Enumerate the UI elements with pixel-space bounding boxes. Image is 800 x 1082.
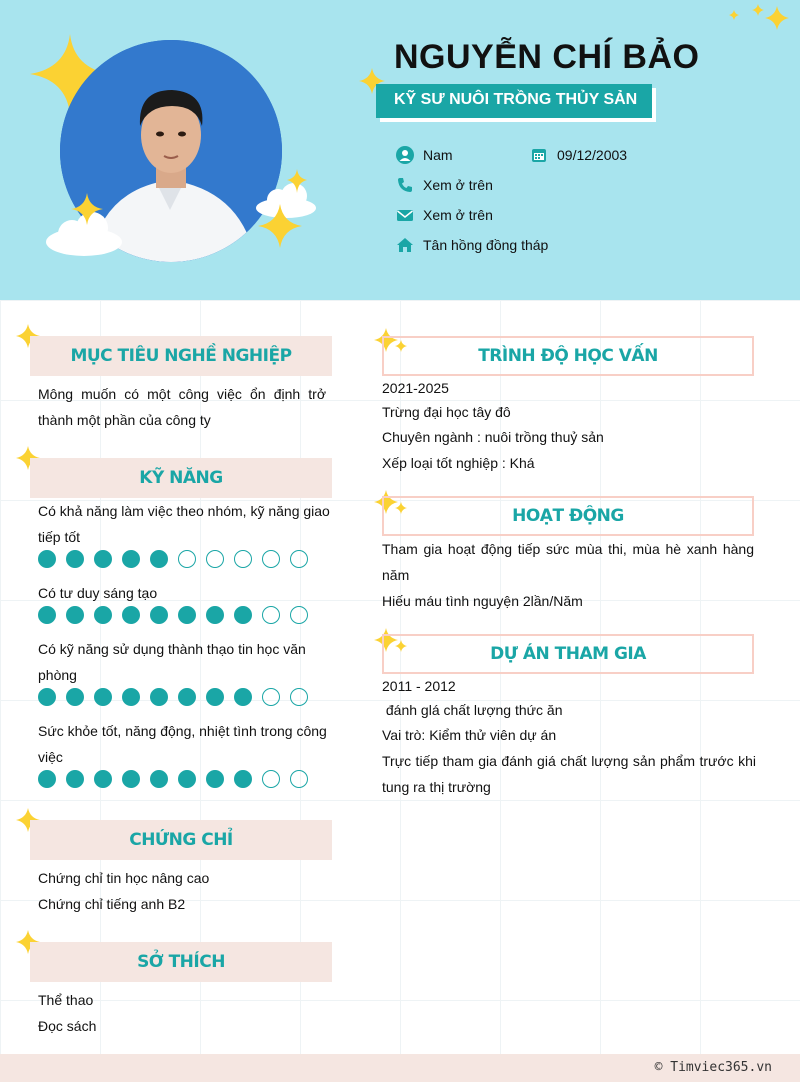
birthdate-row <box>530 146 627 164</box>
hobby-item: Thể thao <box>38 992 94 1008</box>
education-period: 2021-2025 <box>382 380 449 396</box>
project-period: 2011 - 2012 <box>382 678 456 694</box>
rating-dot-filled <box>206 770 224 788</box>
email-row <box>396 206 493 224</box>
hobby-item: Đọc sách <box>38 1018 97 1034</box>
rating-dot-filled <box>150 770 168 788</box>
certificate-item: Chứng chỉ tiếng anh B2 <box>38 896 186 912</box>
rating-dot-filled <box>94 550 112 568</box>
rating-dot-filled <box>38 550 56 568</box>
skill-rating <box>38 606 308 624</box>
activity-item: Hiếu máu tình nguyện 2lần/Năm <box>382 593 583 609</box>
rating-dot-filled <box>122 688 140 706</box>
rating-dot-filled <box>66 770 84 788</box>
email-value: Xem ở trên <box>423 207 493 223</box>
rating-dot-filled <box>206 606 224 624</box>
footer <box>0 1054 800 1082</box>
rating-dot-filled <box>66 550 84 568</box>
home-icon <box>396 236 414 254</box>
phone-value: Xem ở trên <box>423 177 493 193</box>
activity-item: Tham gia hoạt động tiếp sức mùa thi, mùa hè xanh hàng năm <box>382 541 754 583</box>
candidate-name: NGUYỄN CHÍ BẢO <box>394 38 700 76</box>
sparkle-icon <box>722 2 792 34</box>
rating-dot-filled <box>206 688 224 706</box>
project-role: Vai trò: Kiểm thử viên dự án <box>382 727 557 743</box>
rating-dot-filled <box>150 550 168 568</box>
mail-icon <box>396 206 414 224</box>
education-school: Trừng đại học tây đô <box>382 404 511 420</box>
skill-label: Có kỹ năng sử dụng thành thạo tin học văn phòng <box>38 641 306 683</box>
skill-rating <box>38 550 308 568</box>
education-major: Chuyên ngành : nuôi trồng thuỷ sản <box>382 429 604 445</box>
rating-dot-filled <box>178 770 196 788</box>
rating-dot-filled <box>234 770 252 788</box>
rating-dot-filled <box>178 606 196 624</box>
skills-heading: KỸ NĂNG <box>30 458 332 498</box>
rating-dot-filled <box>66 688 84 706</box>
rating-dot-filled <box>66 606 84 624</box>
rating-dot-empty <box>234 550 252 568</box>
rating-dot-filled <box>38 688 56 706</box>
rating-dot-filled <box>122 550 140 568</box>
certificates-heading: CHỨNG CHỈ <box>30 820 332 860</box>
rating-dot-filled <box>150 688 168 706</box>
rating-dot-filled <box>122 606 140 624</box>
rating-dot-filled <box>38 770 56 788</box>
rating-dot-empty <box>262 770 280 788</box>
sparkle-icon <box>256 202 304 250</box>
education-heading: TRÌNH ĐỘ HỌC VẤN <box>382 336 754 376</box>
scalloped-edge <box>0 278 800 308</box>
sparkle-icon <box>286 168 308 194</box>
rating-dot-filled <box>94 770 112 788</box>
calendar-icon <box>530 146 548 164</box>
rating-dot-empty <box>290 770 308 788</box>
rating-dot-empty <box>206 550 224 568</box>
rating-dot-empty <box>290 550 308 568</box>
rating-dot-filled <box>178 688 196 706</box>
address-row <box>396 236 548 254</box>
birthdate-value: 09/12/2003 <box>557 147 628 163</box>
skill-label: Có khả năng làm việc theo nhóm, kỹ năng giao tiếp tốt <box>38 503 330 545</box>
job-title: KỸ SƯ NUÔI TRỒNG THỦY SẢN <box>394 91 638 108</box>
certificate-item: Chứng chỉ tin học nâng cao <box>38 870 210 886</box>
rating-dot-empty <box>262 606 280 624</box>
rating-dot-empty <box>262 550 280 568</box>
rating-dot-empty <box>262 688 280 706</box>
activities-heading: HOẠT ĐỘNG <box>382 496 754 536</box>
sparkle-icon <box>70 192 104 226</box>
rating-dot-filled <box>94 606 112 624</box>
hobbies-heading: SỞ THÍCH <box>30 942 332 982</box>
header-banner <box>0 0 800 300</box>
rating-dot-filled <box>234 606 252 624</box>
rating-dot-empty <box>290 688 308 706</box>
rating-dot-filled <box>150 606 168 624</box>
skill-rating <box>38 770 308 788</box>
project-name: đánh glá chất lượng thức ăn <box>382 702 563 718</box>
address-value: Tân hồng đồng tháp <box>423 237 549 253</box>
rating-dot-empty <box>290 606 308 624</box>
phone-icon <box>396 176 414 194</box>
rating-dot-filled <box>94 688 112 706</box>
career-objective-heading: MỤC TIÊU NGHỀ NGHIỆP <box>30 336 332 376</box>
projects-heading: DỰ ÁN THAM GIA <box>382 634 754 674</box>
rating-dot-filled <box>38 606 56 624</box>
skill-label: Có tư duy sáng tạo <box>38 585 158 601</box>
phone-row <box>396 176 493 194</box>
education-grade: Xếp loại tốt nghiệp : Khá <box>382 455 535 471</box>
career-objective-text: Mông muốn có một công việc ổn định trở thành một phần của công ty <box>38 386 326 428</box>
rating-dot-filled <box>122 770 140 788</box>
project-description: Trực tiếp tham gia đánh giá chất lượng sản phẩm trước khi tung ra thị trường <box>382 753 756 795</box>
gender-value: Nam <box>423 147 453 163</box>
person-icon <box>396 146 414 164</box>
gender-row <box>396 146 453 164</box>
skill-label: Sức khỏe tốt, năng động, nhiệt tình trong công việc <box>38 723 327 765</box>
skill-rating <box>38 688 308 706</box>
footer-copyright: © Timviec365.vn <box>654 1060 772 1075</box>
rating-dot-empty <box>178 550 196 568</box>
rating-dot-filled <box>234 688 252 706</box>
